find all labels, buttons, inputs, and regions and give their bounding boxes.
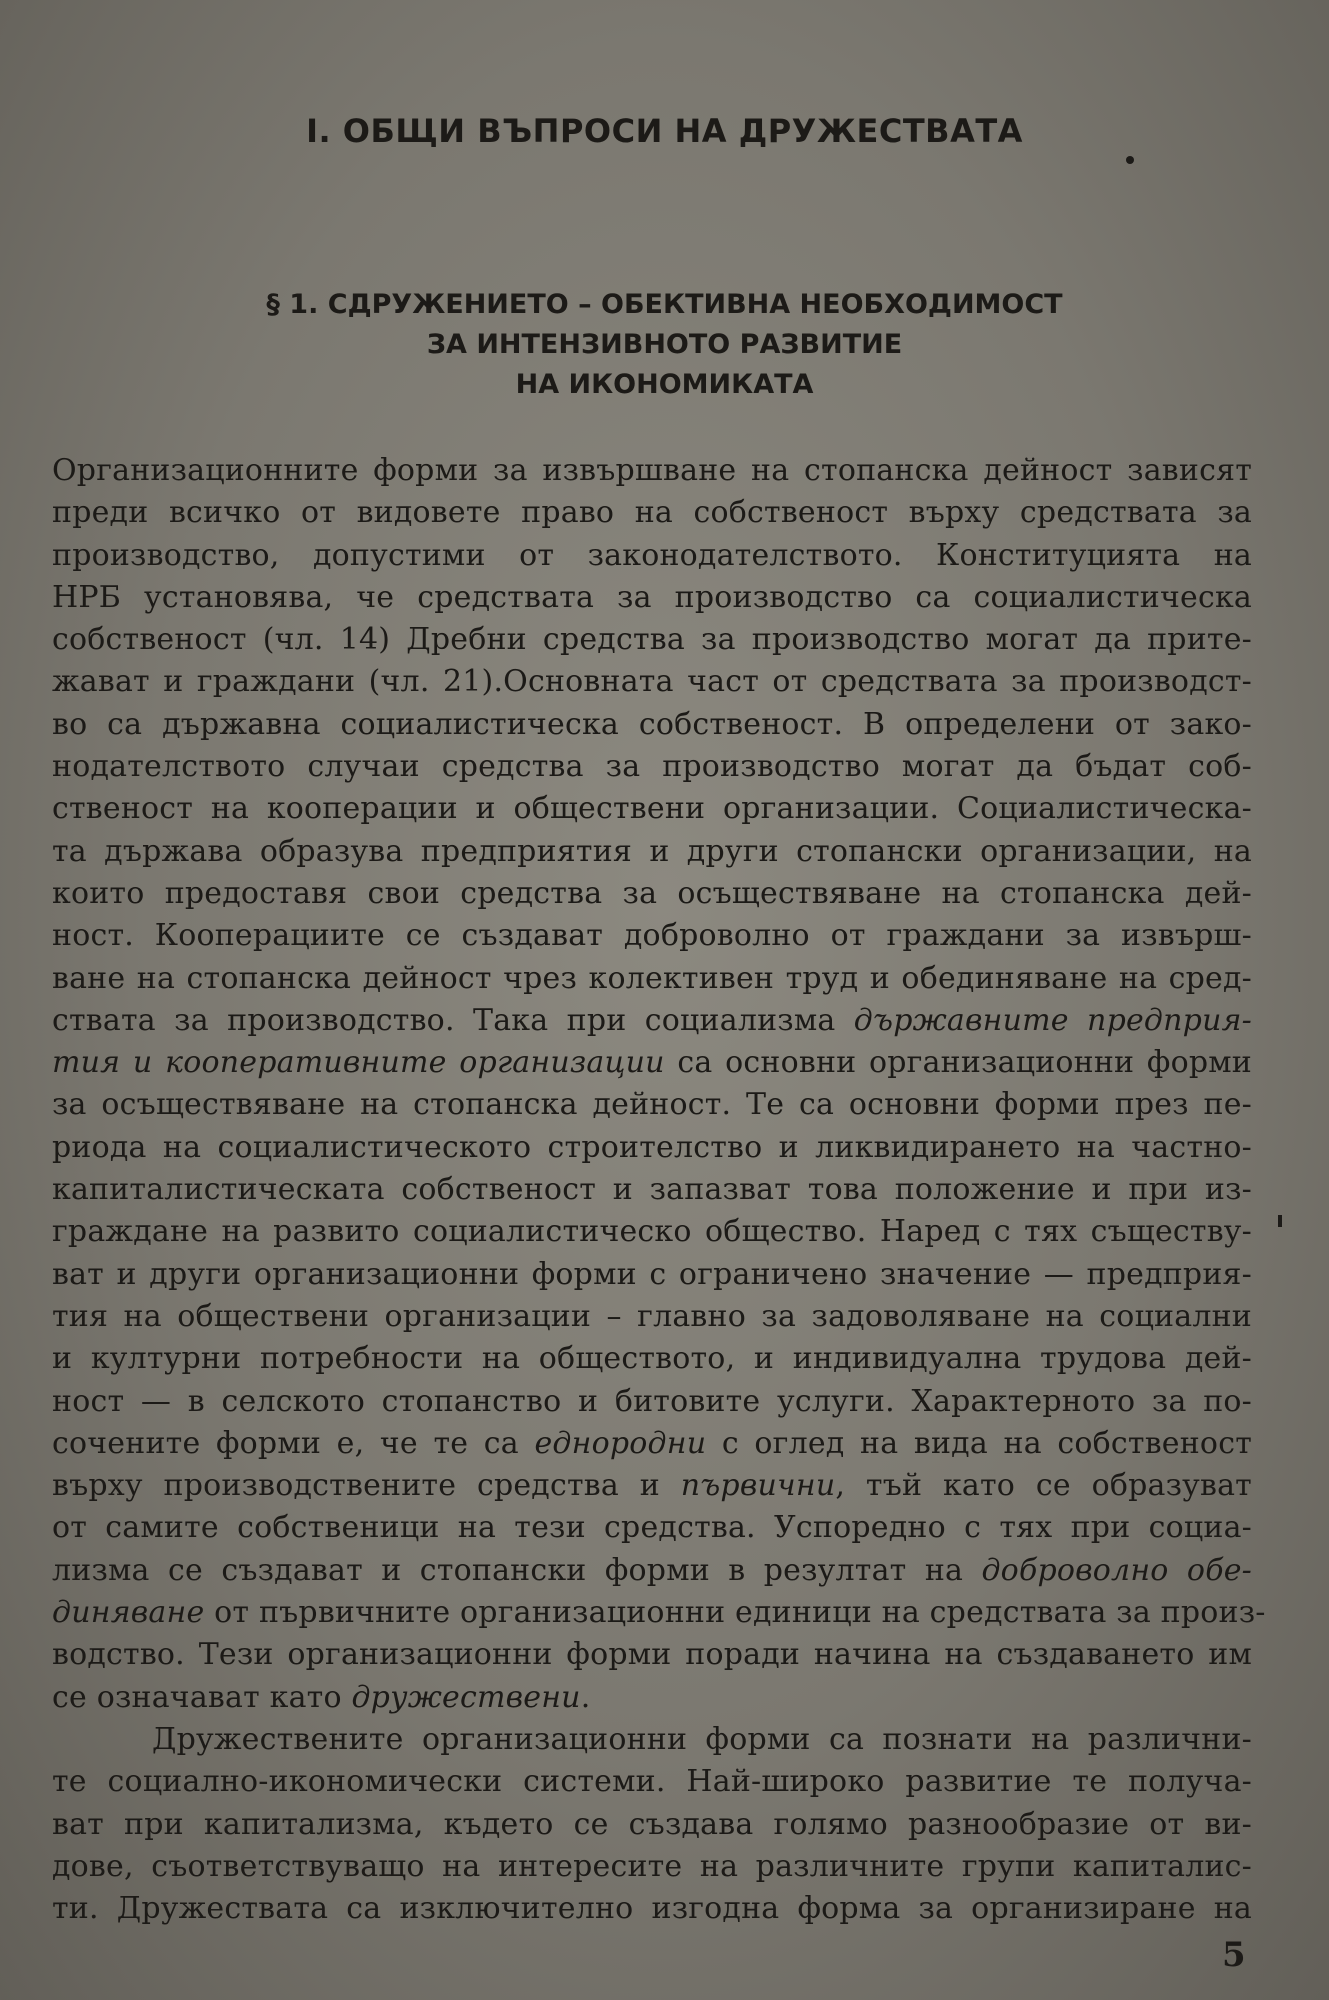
text-line (52, 1000, 1252, 1042)
text-line: тия на обществени организации – главно за задоволяване на социални (52, 1298, 1252, 1334)
ink-speck (1278, 1215, 1282, 1227)
text-line: от самите собственици на тези средства. Успоредно с тях при социа- (52, 1510, 1252, 1546)
text-line: те социално-икономически системи. Най-широко развитие те получа- (52, 1764, 1252, 1800)
text-line: ност. Кооперациите се създават доброволно от граждани за извърш- (52, 918, 1252, 954)
ink-speck (1126, 156, 1134, 164)
text-line: за осъществяване на стопанска дейност. Те са основни форми през пе- (52, 1087, 1252, 1123)
text-line: капиталистическата собственост и запазват това положение и при из- (52, 1172, 1252, 1208)
text-line: собственост (чл. 14) Дребни средства за производство могат да прите- (52, 622, 1252, 658)
text-run: с оглед на вида на собственост (706, 1425, 1252, 1461)
section-title-line-1: § 1. СДРУЖЕНИЕТО – ОБЕКТИВНА НЕОБХОДИМОСТ (266, 289, 1063, 320)
text-line: во са държавна социалистическа собственост. В определени от зако- (52, 706, 1252, 742)
text-line (52, 1550, 1252, 1592)
page-number: 5 (1222, 1935, 1246, 1975)
text-line (52, 1042, 1252, 1084)
section-title (0, 285, 1329, 405)
italic-term: първични (680, 1468, 836, 1504)
text-line: ти. Дружествата са изключително изгодна форма за организиране на (52, 1891, 1252, 1927)
text-run: лизма се създават и стопански форми в резултат на (52, 1552, 982, 1588)
text-run: се означават като (52, 1679, 352, 1715)
italic-term: дружествени (351, 1679, 581, 1715)
text-line: Организационните форми за извършване на стопанска дейност зависят (52, 453, 1252, 488)
text-run: , тъй като се образуват (835, 1468, 1252, 1504)
text-line: ност — в селското стопанство и битовите услуги. Характерното за по- (52, 1383, 1252, 1419)
text-line: граждане на развито социалистическо общество. Наред с тях съществу- (52, 1214, 1252, 1250)
text-line (52, 1592, 1266, 1634)
body-text (52, 450, 1266, 1930)
text-line (52, 1677, 1252, 1719)
chapter-title: I. ОБЩИ ВЪПРОСИ НА ДРУЖЕСТВАТА (306, 112, 1023, 150)
text-line: НРБ установява, че средствата за производство са социалистическа (52, 579, 1252, 615)
text-line: и културни потребности на обществото, и индивидуална трудова дей- (52, 1341, 1252, 1377)
text-line: жават и граждани (чл. 21).Основната част от средствата за производст- (52, 664, 1252, 700)
text-line (52, 1423, 1252, 1465)
text-line: ственост на кооперации и обществени организации. Социалистическа- (52, 791, 1252, 827)
text-line: Дружествените организационни форми са познати на различни- (152, 1721, 1252, 1757)
text-run: сочените форми е, че те са (52, 1425, 535, 1461)
italic-term: държавните предприя- (853, 1002, 1252, 1038)
text-line: риода на социалистическото строителство и ликвидирането на частно- (52, 1129, 1252, 1165)
text-run: . (580, 1679, 591, 1715)
text-line: преди всичко от видовете право на собственост върху средствата за (52, 495, 1252, 531)
text-line (52, 1465, 1252, 1507)
text-run: върху производствените средства и (52, 1468, 681, 1504)
text-line: ване на стопанска дейност чрез колективен труд и обединяване на сред- (52, 960, 1252, 996)
italic-term: диняване (52, 1595, 205, 1631)
italic-term: доброволно обе- (981, 1552, 1252, 1588)
italic-term: тия и кооперативните организации (52, 1045, 665, 1081)
section-title-line-3: НА ИКОНОМИКАТА (515, 369, 814, 400)
text-line: производство, допустими от законодателството. Конституцията на (52, 537, 1252, 573)
section-title-line-2: ЗА ИНТЕНЗИВНОТО РАЗВИТИЕ (426, 329, 903, 360)
text-line: та държава образува предприятия и други стопански организации, на (52, 833, 1252, 869)
text-line: водство. Тези организационни форми поради начина на създаването им (52, 1637, 1252, 1673)
text-line: ват и други организационни форми с ограничено значение — предприя- (52, 1256, 1252, 1292)
text-line: ват при капитализма, където се създава голямо разнообразие от ви- (52, 1806, 1252, 1842)
text-run: са основни организационни форми (664, 1045, 1252, 1081)
text-run: ствата за производство. Така при социализма (52, 1002, 854, 1038)
text-line: които предоставя свои средства за осъществяване на стопанска дей- (52, 875, 1252, 911)
text-line: нодателството случаи средства за производство могат да бъдат соб- (52, 749, 1252, 785)
italic-term: еднородни (534, 1425, 707, 1461)
text-line: дове, съответствуващо на интересите на различните групи капиталис- (52, 1848, 1252, 1884)
text-run: от първичните организационни единици на средствата за произ- (204, 1595, 1266, 1631)
